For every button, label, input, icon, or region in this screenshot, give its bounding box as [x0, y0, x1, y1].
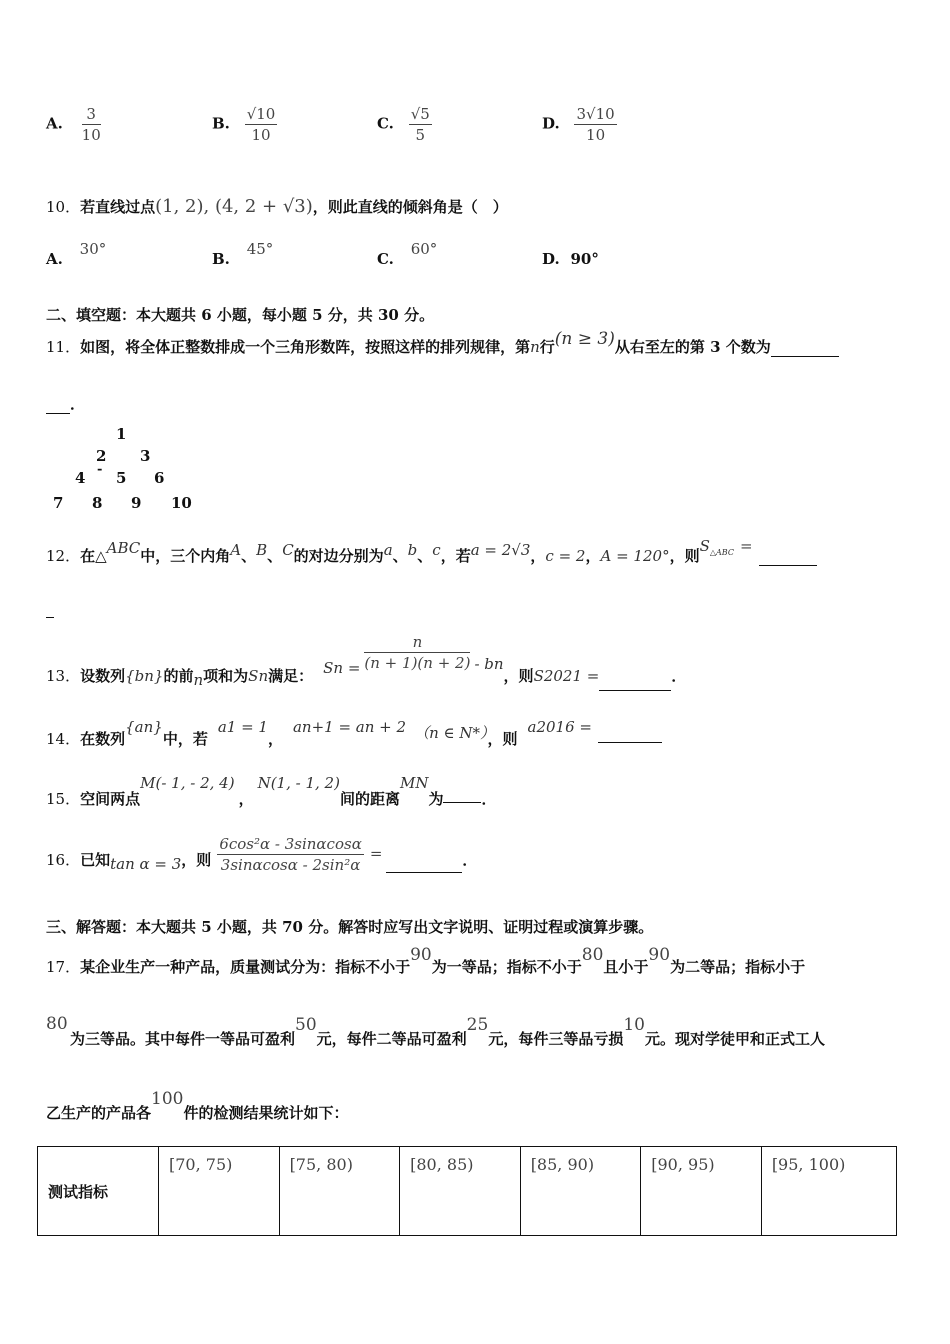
- q12-blank-line: [46, 617, 54, 618]
- q11-text1: 如图，将全体正整数排成一个三角形数阵，按照这样的排列规律，第: [80, 338, 531, 356]
- q15-answer-blank[interactable]: [443, 802, 481, 803]
- question-10: [46, 196, 508, 217]
- q15-N: N(1, - 1, 2): [257, 774, 340, 792]
- triangle-number: 1: [116, 425, 127, 443]
- q17-value: 25: [466, 1015, 489, 1035]
- q10-text-before: 若直线过点: [80, 198, 156, 216]
- q16-tail: ．: [462, 850, 478, 869]
- q12-sep: 、: [417, 547, 433, 565]
- table-header-interval: [70, 75): [159, 1147, 280, 1236]
- q12-answer-blank-cont[interactable]: [46, 600, 54, 618]
- q12-A: A: [230, 541, 242, 559]
- q10-a-value: 30°: [79, 240, 107, 258]
- q13-fraction: [364, 632, 470, 673]
- q15-tail: ．: [481, 790, 497, 808]
- q17-text: 元，每件二等品可盈利: [316, 1030, 467, 1048]
- q14-seq: {an}: [125, 718, 163, 736]
- table-header-interval: [90, 95): [641, 1147, 762, 1236]
- q12-B: B: [256, 541, 268, 559]
- q13-seq: {bn}: [125, 666, 164, 685]
- q12-number: 12．: [46, 547, 81, 565]
- q16-number: 16．: [46, 850, 81, 869]
- question-17-line-2: [46, 1014, 68, 1034]
- section-2-heading: 二、填空题：本大题共 6 小题，每小题 5 分，共 30 分。: [46, 306, 435, 324]
- q17-value: 80: [46, 1014, 68, 1034]
- q9-option-c[interactable]: [377, 104, 432, 145]
- q11-blank-line: [46, 413, 70, 414]
- q17-text: 乙生产的产品各: [46, 1104, 152, 1122]
- q10-c-value: 60°: [410, 240, 438, 258]
- q10-option-c[interactable]: [377, 240, 438, 268]
- q17-value: 90: [410, 945, 432, 965]
- q12-eq: =: [739, 537, 753, 555]
- question-17-line-2b: [70, 1014, 825, 1048]
- q12-t4: ，若: [440, 547, 471, 565]
- q9-option-a[interactable]: [46, 104, 101, 145]
- q15-t3: 为: [428, 790, 444, 808]
- q9-b-label: B.: [212, 114, 230, 133]
- q10-option-b[interactable]: [212, 240, 274, 268]
- q10-text-after: ，则此直线的倾斜角是（ ）: [312, 198, 508, 216]
- q14-c3: （n ∈ N*）: [414, 724, 488, 742]
- q12-cond1: a = 2√3: [470, 541, 531, 559]
- q16-t1: 已知: [80, 850, 111, 869]
- q13-number: 13．: [46, 666, 81, 685]
- q14-c1: a1 = 1: [217, 718, 268, 736]
- q17-text: 为一等品；指标不小于: [431, 958, 582, 976]
- q10-b-label: B.: [212, 250, 230, 268]
- q11-tail: ．: [70, 395, 86, 413]
- q17-text: 某企业生产一种产品，质量测试分为：指标不小于: [80, 958, 411, 976]
- triangle-number: 10: [171, 494, 192, 512]
- triangle-number: 3: [140, 447, 151, 465]
- q10-option-a[interactable]: [46, 240, 107, 268]
- q16-fraction: [217, 834, 364, 875]
- question-11: [46, 329, 906, 357]
- question-15: [46, 772, 497, 808]
- q12-abc: ABC: [106, 539, 141, 557]
- q13-num: n: [364, 632, 470, 653]
- q14-t1: 在数列: [80, 730, 126, 748]
- q9-b-fraction: $\frac{√10}{10}$: [246, 105, 276, 144]
- q13-n: n: [193, 670, 204, 689]
- question-12: [46, 537, 916, 566]
- q10-number: 10．: [46, 198, 81, 216]
- q9-option-d[interactable]: [542, 104, 617, 145]
- q13-t2: 的前: [163, 666, 194, 685]
- q10-c-label: C.: [377, 250, 394, 268]
- triangle-number: 4: [75, 469, 86, 487]
- q16-answer-blank[interactable]: [386, 872, 462, 873]
- triangle-number: 8: [92, 494, 103, 512]
- q13-target: S2021 =: [533, 666, 600, 685]
- q11-cond: (n ≥ 3): [554, 329, 615, 349]
- q12-t3: 的对边分别为: [293, 547, 384, 565]
- q17-value: 80: [581, 945, 604, 965]
- triangle-number: 7: [53, 494, 64, 512]
- table-row: [38, 1147, 897, 1236]
- q14-number: 14．: [46, 730, 81, 748]
- q17-text: 元。现对学徒甲和正式工人: [644, 1030, 825, 1048]
- q10-b-value: 45°: [246, 240, 274, 258]
- table-header-interval: [80, 85): [400, 1147, 521, 1236]
- q12-b: b: [407, 541, 418, 559]
- q15-t2: 间的距离: [339, 790, 400, 808]
- q16-t2: ，则: [181, 850, 212, 869]
- q11-n: n: [530, 338, 540, 356]
- table-header-cell: 测试指标: [38, 1147, 159, 1236]
- q13-t5: ，则: [503, 666, 534, 685]
- q17-value: 100: [151, 1089, 184, 1109]
- q17-text: 为二等品；指标小于: [670, 958, 806, 976]
- q11-number: 11．: [46, 338, 81, 356]
- section-3-heading: 三、解答题：本大题共 5 小题，共 70 分。解答时应写出文字说明、证明过程或演算步骤。: [46, 918, 654, 936]
- q10-d-value: 90°: [570, 250, 599, 268]
- q10-points: (1, 2), (4, 2 + √3): [155, 196, 313, 217]
- table-header-interval: [85, 90): [520, 1147, 641, 1236]
- q15-number: 15．: [46, 790, 81, 808]
- q14-t2: 中，若: [162, 730, 208, 748]
- q9-c-fraction: $\frac{√5}{5}$: [410, 105, 430, 144]
- q9-d-label: D.: [542, 114, 560, 133]
- q12-t2: 中，三个内角: [140, 547, 231, 565]
- q17-value: 10: [623, 1015, 645, 1035]
- q11-answer-blank-cont[interactable]: [46, 393, 85, 414]
- q15-M: M(- 1, - 2, 4): [140, 774, 235, 792]
- q17-value: 50: [295, 1015, 317, 1035]
- question-16: [46, 834, 477, 875]
- q9-d-fraction: $\frac{3√10}{10}$: [576, 105, 615, 144]
- q12-t5: ，则: [669, 547, 700, 565]
- q11-answer-blank[interactable]: [771, 356, 839, 357]
- q12-cond2: c = 2: [545, 547, 586, 565]
- table-header-interval: [75, 80): [279, 1147, 400, 1236]
- q17-text: 且小于: [603, 958, 649, 976]
- q17-value: 90: [648, 945, 671, 965]
- q12-S-sub: △ABC: [709, 548, 734, 557]
- triangle-number: 2: [96, 447, 107, 465]
- q15-MN: MN: [399, 774, 429, 792]
- question-14: [46, 716, 662, 748]
- q12-c: c: [432, 541, 441, 559]
- q17-number: 17．: [46, 958, 81, 976]
- q17-text: 为三等品。其中每件一等品可盈利: [70, 1030, 296, 1048]
- q10-a-label: A.: [46, 250, 63, 268]
- table-header-interval: [95, 100): [761, 1147, 896, 1236]
- question-17-line-1: [46, 944, 806, 976]
- q13-rhs: - bn: [474, 654, 504, 673]
- triangle-dash: -: [97, 462, 103, 477]
- q12-sep: 、: [267, 547, 283, 565]
- q14-target: a2016 =: [527, 718, 592, 736]
- q16-num: 6cos²α - 3sinαcosα: [219, 835, 362, 853]
- q12-S: S: [699, 537, 710, 555]
- q12-comma: ，: [585, 547, 601, 565]
- q17-data-table: [37, 1146, 897, 1236]
- q13-lhs: Sn =: [323, 658, 361, 677]
- q11-text2: 行: [539, 338, 555, 356]
- triangle-number: 9: [131, 494, 142, 512]
- q12-sep: 、: [392, 547, 408, 565]
- q13-tail: ．: [671, 666, 687, 685]
- q16-eq: =: [369, 844, 383, 863]
- q9-option-b[interactable]: [212, 104, 277, 145]
- q17-text: 件的检测结果统计如下：: [183, 1104, 349, 1122]
- q16-cond: tan α = 3: [110, 854, 182, 873]
- triangle-number: 6: [154, 469, 165, 487]
- q13-t4: 满足：: [268, 666, 314, 685]
- q10-option-d[interactable]: [542, 250, 599, 268]
- q9-a-fraction: $\frac{3}{10}$: [81, 105, 101, 144]
- q12-sep: 、: [241, 547, 257, 565]
- q13-t1: 设数列: [80, 666, 126, 685]
- q12-answer-blank[interactable]: [759, 565, 817, 566]
- q14-t3: ，则: [487, 730, 518, 748]
- q14-c2: an+1 = an + 2: [292, 718, 407, 736]
- q14-answer-blank[interactable]: [598, 742, 662, 743]
- q9-c-label: C.: [377, 114, 394, 133]
- q11-text3: 从右至左的第 3 个数为: [614, 338, 771, 356]
- q15-t1: 空间两点: [80, 790, 141, 808]
- q12-comma: ，: [530, 547, 546, 565]
- q17-text: 元，每件三等品亏损: [488, 1030, 624, 1048]
- q16-den: 3sinαcosα - 2sin²α: [220, 856, 361, 874]
- q13-t3: 项和为: [203, 666, 249, 685]
- q12-a: a: [383, 541, 393, 559]
- q13-Sn: Sn: [248, 666, 269, 685]
- q9-a-label: A.: [46, 114, 63, 133]
- q12-C: C: [282, 541, 294, 559]
- q12-cond3: A = 120°: [600, 547, 670, 565]
- triangle-number: 5: [116, 469, 127, 487]
- q13-answer-blank[interactable]: [599, 690, 671, 691]
- question-17-line-3: [46, 1088, 349, 1122]
- q10-d-label: D.: [542, 250, 560, 268]
- q13-den: (n + 1)(n + 2): [364, 654, 471, 672]
- q12-t1: 在△: [80, 547, 107, 565]
- q14-comma: ，: [267, 730, 283, 748]
- q15-comma: ，: [238, 790, 254, 808]
- question-13: [46, 632, 687, 689]
